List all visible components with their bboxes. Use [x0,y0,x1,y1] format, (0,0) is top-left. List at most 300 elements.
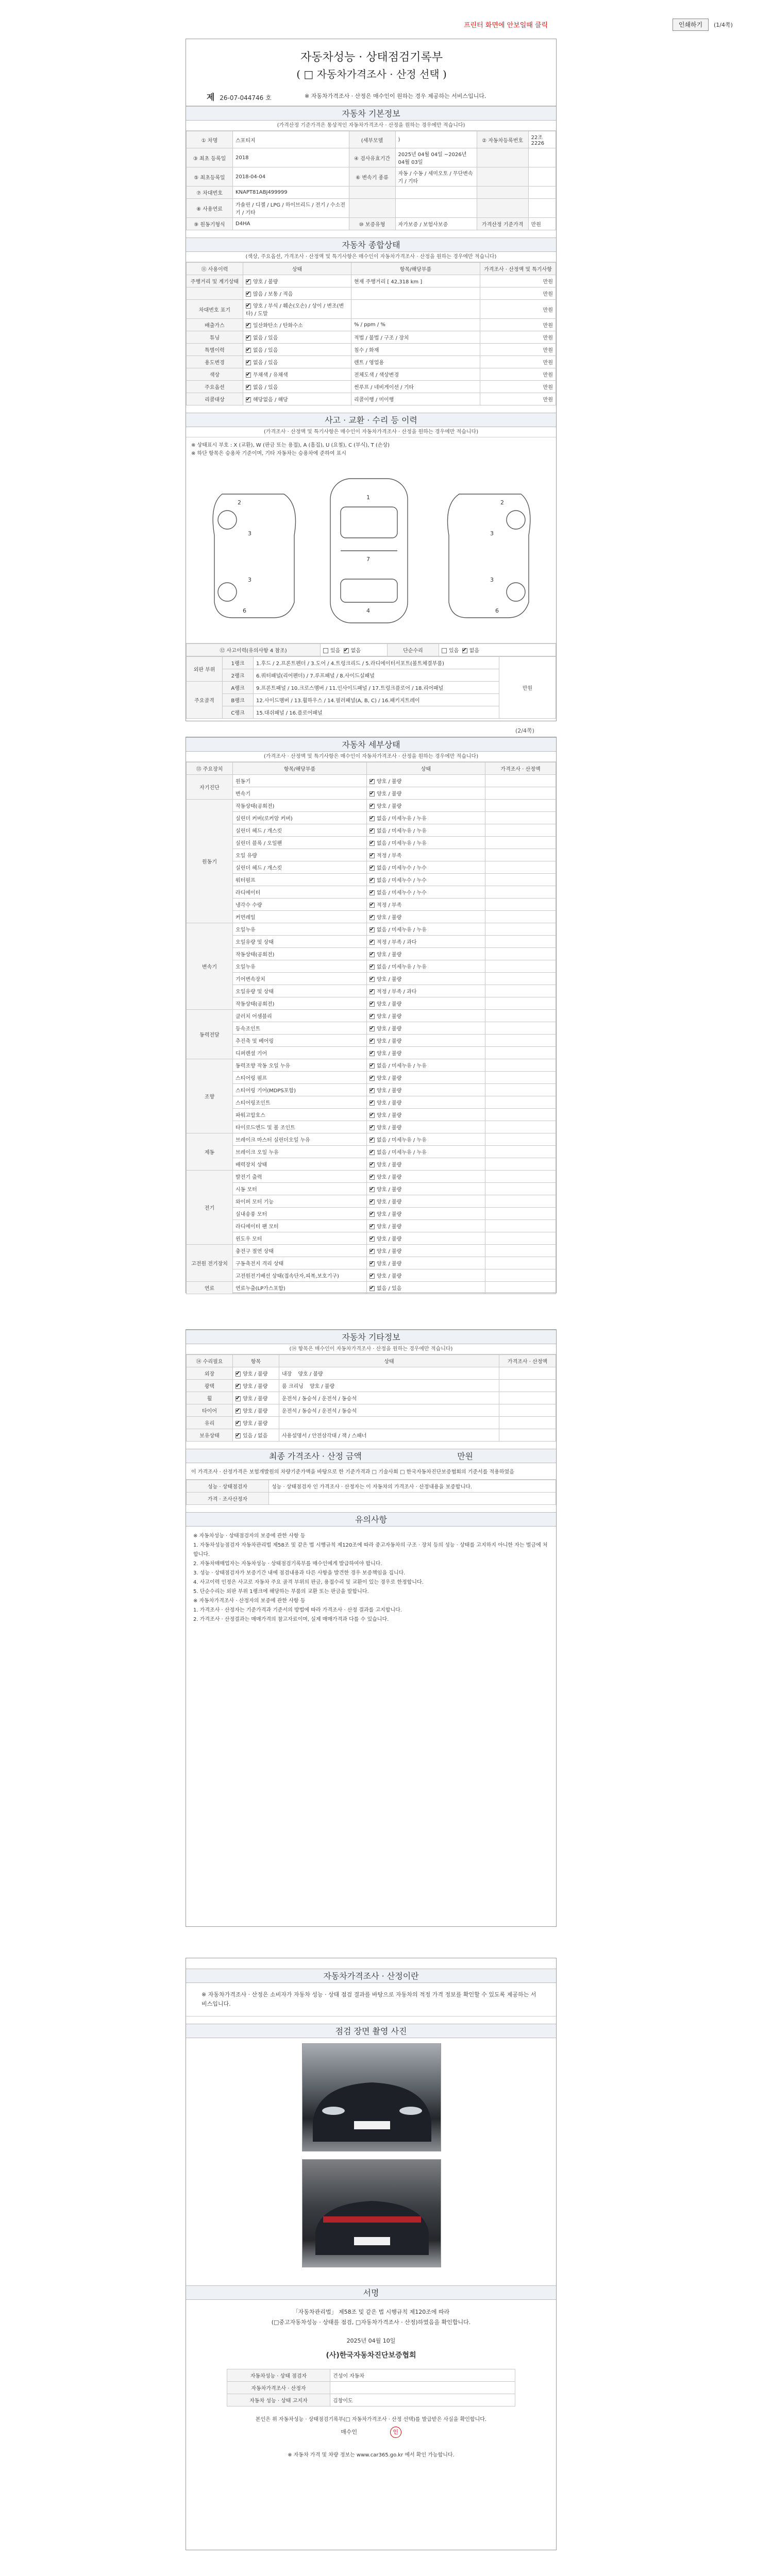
detail-price [485,1232,556,1245]
detail-state-text: 양호 / 불량 [377,1026,402,1032]
basic-key-1: ⑨ 원동기형식 [187,218,233,230]
other-detail-key: 내장 [282,1371,292,1377]
detail-state-text: 양호 / 불량 [377,1113,402,1118]
basic-val-2 [395,187,477,199]
document-title: 자동차성능 · 상태점검기록부 [300,51,443,64]
detail-state [367,1096,485,1109]
detail-price [485,886,556,899]
detail-row [187,1220,556,1232]
detail-price [485,911,556,923]
sign-company: (사)한국자동차진단보증협회 [326,2351,416,2360]
detail-state [367,1257,485,1269]
main-a: A랭크 [223,682,254,694]
price-value [269,1493,556,1505]
summary-head-1: 상태 [243,263,351,275]
detail-item: 등속조인트 [233,1022,367,1035]
sign-value: 김창이도 [330,2394,515,2406]
other-state-text: 있음 / 없음 [243,1433,268,1439]
detail-state-text: 양호 / 불량 [377,1212,402,1217]
other-checkbox[interactable] [236,1371,241,1377]
other-table [186,1354,556,1442]
detail-checkbox[interactable] [369,816,375,821]
detail-checkbox[interactable] [369,1076,375,1081]
summary-price: 만원 [480,368,556,381]
basic-val-1: D4HA [233,218,349,230]
signer-stamp: 인 [390,2427,401,2438]
detail-checkbox[interactable] [369,890,375,895]
svg-text:3: 3 [490,530,494,537]
detail-price [485,849,556,861]
detail-checkbox[interactable] [369,779,375,784]
basic-info-table [186,131,556,230]
detail-state [367,1220,485,1232]
other-detail-value: 양호 / 불량 [298,1371,323,1377]
detail-state-text: 양호 / 불량 [377,804,402,809]
detail-item: 와이퍼 모터 기능 [233,1195,367,1208]
detail-state-text: 없음 / 미세누유 / 누유 [377,816,427,822]
other-state-text: 양호 / 불량 [243,1409,268,1414]
detail-item: 실린더 블록 / 오일팬 [233,837,367,849]
basic-info-title: 자동차 기본정보 [186,106,556,121]
basic-key-2: ⑩ 보증유형 [349,218,395,230]
summary-state-text: 없음 / 있음 [253,348,278,353]
other-checkbox[interactable] [236,1384,241,1389]
summary-key: 차대번호 표기 [187,300,243,319]
detail-group: 제동 [187,1133,233,1171]
detail-row [187,1146,556,1158]
detail-state-text: 없음 / 미세누유 / 누유 [377,1138,427,1143]
detail-group: 전기 [187,1171,233,1245]
diagram-legend-2: ※ 하단 항목은 승용차 기준이며, 기타 자동차는 승용차에 준하여 표시 [191,451,346,456]
detail-item: 동력조향 작동 오일 누유 [233,1059,367,1072]
detail-group: 동력전달 [187,1010,233,1059]
detail-state-text: 양호 / 불량 [377,1088,402,1094]
basic-val-1: KNAPT81ABJ499999 [233,187,349,199]
detail-state-text: 양호 / 불량 [377,1187,402,1193]
other-price [499,1392,556,1404]
basic-key-3: ② 자동차등록번호 [477,131,528,148]
other-detail-key: 사용설명서 / 안전삼각대 / 잭 / 스패너 [282,1433,367,1439]
photo-area [186,2038,556,2275]
detail-checkbox[interactable] [369,940,375,945]
detail-checkbox[interactable] [369,1236,375,1242]
accident-note: (가격조사 · 산정액 및 특기사항은 매수인이 자동차가격조사 · 산정을 원하는 경우에만 적습니다) [186,427,556,437]
summary-checkbox[interactable] [246,372,251,378]
detail-row [187,997,556,1010]
summary-checkbox[interactable] [246,303,251,309]
outer-rank1: 1랭크 [223,657,254,669]
accident-no-checkbox[interactable] [344,648,349,653]
detail-checkbox[interactable] [369,791,375,796]
detail-item: 실내송풍 모터 [233,1208,367,1220]
basic-val-3 [528,167,556,187]
detail-checkbox[interactable] [369,903,375,908]
detail-price [485,1195,556,1208]
basic-key-2 [349,187,395,199]
detail-state-text: 양호 / 불량 [377,1199,402,1205]
detail-state-text: 양호 / 불량 [377,1175,402,1180]
detail-item: 발전기 출력 [233,1171,367,1183]
detail-row [187,1072,556,1084]
basic-key-1: ⑦ 차대번호 [187,187,233,199]
price-key: 가격 · 조사산정자 [187,1493,269,1505]
detail-price [485,1084,556,1096]
detail-state [367,960,485,973]
summary-price: 만원 [480,319,556,331]
svg-text:7: 7 [366,556,370,563]
summary-checkbox[interactable] [246,335,251,341]
detail-checkbox[interactable] [369,1088,375,1093]
other-checkbox[interactable] [236,1433,241,1438]
detail-state-text: 적정 / 부족 / 과다 [377,989,417,995]
detail-checkbox[interactable] [369,1014,375,1019]
svg-text:6: 6 [495,607,499,614]
other-state [233,1429,279,1442]
detail-checkbox[interactable] [369,989,375,994]
detail-state [367,1035,485,1047]
detail-state-text: 양호 / 불량 [377,1125,402,1131]
print-help-link[interactable]: 프린터 화면에 안보일때 클릭 [464,22,548,29]
detail-row [187,1257,556,1269]
detail-checkbox[interactable] [369,853,375,858]
detail-price [485,1010,556,1022]
detail-item: 작동상태(공회전) [233,997,367,1010]
detail-checkbox[interactable] [369,1100,375,1106]
summary-state-text: 많음 / 보통 / 적음 [253,292,293,297]
detail-checkbox[interactable] [369,1261,375,1266]
basic-val-3: 22조2226 [528,131,556,148]
other-head-1: 항목 [233,1355,279,1367]
detail-row [187,886,556,899]
detail-checkbox[interactable] [369,1039,375,1044]
detail-price [485,1146,556,1158]
document-notice: ※ 자동차가격조사 · 산정은 매수인이 원하는 경우 제공하는 서비스입니다. [305,93,486,99]
detail-item: 충전구 절연 상태 [233,1245,367,1257]
basic-row [187,131,556,148]
detail-checkbox[interactable] [369,1002,375,1007]
other-row [187,1429,556,1442]
basic-key-2: (세부모델 [349,131,395,148]
caution-item: 3. 성능 · 상태점검자가 보증기간 내에 점검내용과 다른 사항을 발견한 경우 보증책임을 집니다. [193,1570,406,1576]
detail-item: 타이로드엔드 및 볼 조인트 [233,1121,367,1133]
detail-item: 브레이크 오일 누유 [233,1146,367,1158]
detail-checkbox[interactable] [369,1175,375,1180]
detail-checkbox[interactable] [369,866,375,871]
detail-state [367,997,485,1010]
other-checkbox[interactable] [236,1421,241,1426]
detail-state [367,1232,485,1245]
detail-group: 자기진단 [187,775,233,800]
detail-row [187,1183,556,1195]
other-state [233,1380,279,1392]
detail-item: 연료누출(LP가스포함) [233,1282,367,1294]
detail-state-text: 없음 / 미세누수 / 누수 [377,890,427,896]
summary-title: 자동차 종합상태 [186,238,556,252]
detail-checkbox[interactable] [369,1150,375,1155]
other-row [187,1367,556,1380]
detail-row [187,1047,556,1059]
detail-row [187,787,556,800]
svg-text:2: 2 [238,499,241,506]
detail-group: 변속기 [187,923,233,1010]
detail-row [187,849,556,861]
sign-row [227,2394,515,2406]
detail-checkbox[interactable] [369,1026,375,1031]
detail-checkbox[interactable] [369,841,375,846]
detail-state [367,1133,485,1146]
detail-item: 디퍼렌셜 기어 [233,1047,367,1059]
detail-row [187,800,556,812]
basic-key-1: ① 차명 [187,131,233,148]
basic-key-2: ④ 검사유효기간 [349,148,395,167]
other-detail [279,1417,499,1429]
detail-checkbox[interactable] [369,1212,375,1217]
svg-text:6: 6 [243,607,246,614]
detail-checkbox[interactable] [369,1138,375,1143]
detail-checkbox[interactable] [369,1199,375,1205]
basic-key-1: ⑤ 최초등록일 [187,167,233,187]
detail-price [485,899,556,911]
final-price-title-text: 최종 가격조사 · 산정 금액 [268,1451,362,1461]
car-diagram [186,437,556,643]
summary-checkbox[interactable] [246,348,251,353]
detail-checkbox[interactable] [369,1051,375,1056]
accident-yes-checkbox[interactable] [323,648,328,653]
detail-checkbox[interactable] [369,878,375,883]
detail-state-text: 양호 / 불량 [377,1162,402,1168]
detail-row [187,775,556,787]
basic-val-3 [528,199,556,218]
rear-window-shape [341,579,397,602]
car-side-right [448,494,530,618]
simple-no-checkbox[interactable] [462,648,467,653]
document-header [186,39,556,106]
other-checkbox[interactable] [236,1409,241,1414]
detail-checkbox[interactable] [369,828,375,834]
detail-state [367,775,485,787]
detail-item: 라디에이터 팬 모터 [233,1220,367,1232]
detail-item: 원동기 [233,775,367,787]
detail-state-text: 없음 / 미세누유 / 누유 [377,841,427,846]
detail-state [367,1109,485,1121]
detail-state [367,787,485,800]
detail-checkbox[interactable] [369,1162,375,1167]
detail-item: 시동 모터 [233,1183,367,1195]
other-price [499,1429,556,1442]
other-detail-key: 운전석 / 동승석 / 운전석 / 동승석 [282,1409,357,1414]
detail-state [367,1022,485,1035]
summary-checkbox[interactable] [246,385,251,390]
detail-checkbox[interactable] [369,1224,375,1229]
other-state-text: 양호 / 불량 [243,1396,268,1402]
summary-state [243,393,351,405]
detail-price [485,1035,556,1047]
page-2 [186,737,557,1293]
detail-group: 고전원 전기장치 [187,1245,233,1282]
basic-val-3 [528,187,556,199]
final-price-table [186,1480,556,1505]
detail-price [485,775,556,787]
summary-head-0: ⑪ 사용이력 [187,263,243,275]
detail-item: 구동축전지 격리 상태 [233,1257,367,1269]
footer-note: ※ 자동차 가격 및 차량 정보는 www.car365.go.kr 에서 확인 가능합니다. [288,2452,455,2458]
summary-checkbox[interactable] [246,397,251,402]
sign-table [227,2369,515,2406]
detail-checkbox[interactable] [369,977,375,982]
other-state [233,1367,279,1380]
basic-val-3: 만원 [528,218,556,230]
other-row [187,1404,556,1417]
basic-val-2: 2025년 04월 04일 ~2026년 04월 03일 [395,148,477,167]
detail-checkbox[interactable] [369,1286,375,1291]
detail-state [367,1245,485,1257]
summary-checkbox[interactable] [246,292,251,297]
price-row [187,1480,556,1493]
basic-row [187,199,556,218]
accident-yes-label: 있음 [330,648,341,654]
detail-state-text: 양호 / 불량 [377,952,402,958]
summary-state-text: 양호 / 불량 [253,279,278,285]
detail-state [367,1047,485,1059]
detail-item: 스티어링 기어(MDPS포함) [233,1084,367,1096]
simple-yes-checkbox[interactable] [442,648,447,653]
other-price [499,1417,556,1429]
detail-row [187,1059,556,1072]
detail-row [187,960,556,973]
document-number-label: 제 [207,92,215,102]
detail-checkbox[interactable] [369,1063,375,1069]
detail-price [485,1269,556,1282]
detail-table [186,762,556,1294]
basic-val-1: 가솔린 / 디젤 / LPG / 하이브리드 / 전기 / 수소전기 / 기타 [233,199,349,218]
detail-checkbox[interactable] [369,964,375,970]
detail-row [187,985,556,997]
detail-checkbox[interactable] [369,1125,375,1130]
detail-price [485,1282,556,1294]
summary-item: 적법 / 불법 / 구조 / 장치 [351,331,480,344]
summary-checkbox[interactable] [246,323,251,328]
final-price-title [186,1449,556,1463]
caution-item: 5. 단순수리는 외판 부위 1랭크에 해당하는 부품의 교환 또는 판금을 말합니다. [193,1589,369,1595]
detail-state-text: 없음 / 미세누유 / 누유 [377,1150,427,1156]
sign-key: 자동차성능 · 상태 점검자 [227,2369,330,2382]
car-outline-svg [186,458,557,643]
basic-row [187,187,556,199]
sign-row [227,2382,515,2394]
other-price [499,1380,556,1392]
summary-item: 썬루프 / 네비게이션 / 기타 [351,381,480,393]
summary-price: 만원 [480,356,556,368]
other-detail [279,1380,499,1392]
detail-price [485,1220,556,1232]
detail-row [187,812,556,824]
caution-title: 유의사항 [186,1512,556,1527]
detail-checkbox[interactable] [369,952,375,957]
detail-state-text: 적정 / 부족 / 과다 [377,940,417,945]
sign-footer: 본인은 위 자동차성능 · 상태점검기록부(□ 자동차가격조사 · 산정 선택)를 발급받은 사실을 확인합니다. [255,2417,487,2422]
sign-title: 서명 [186,2285,556,2300]
detail-checkbox[interactable] [369,804,375,809]
summary-item: 현재 주행거리 [ 42,318 km ] [351,275,480,287]
detail-state [367,849,485,861]
detail-item: 라디에이터 [233,886,367,899]
detail-head-1: 항목/해당부품 [233,762,367,775]
basic-row [187,167,556,187]
summary-state-text: 일산화탄소 / 탄화수소 [253,323,303,329]
detail-row [187,1121,556,1133]
summary-key: 용도변경 [187,356,243,368]
detail-price [485,861,556,874]
other-key: 타이어 [187,1404,233,1417]
summary-state-text: 무채색 / 유채색 [253,372,288,378]
detail-checkbox[interactable] [369,1274,375,1279]
other-detail-value: 양호 / 불량 [309,1384,335,1389]
summary-state [243,300,351,319]
accident-row-label: ⑫ 사고이력(유의사항 4 참조) [187,644,321,656]
detail-price [485,985,556,997]
detail-state-text: 양호 / 불량 [377,1039,402,1044]
other-key: 외장 [187,1367,233,1380]
detail-price [485,1245,556,1257]
detail-checkbox[interactable] [369,1187,375,1192]
info-text: ※ 자동차가격조사 · 산정은 소비자가 자동차 성능 · 상태 점검 결과를 바탕으로 자동차의 적정 가격 정보를 확인할 수 있도록 제공하는 서비스입니다. [186,1983,556,2016]
summary-checkbox[interactable] [246,279,251,284]
detail-state [367,837,485,849]
detail-item: 윈도우 모터 [233,1232,367,1245]
detail-checkbox[interactable] [369,927,375,933]
detail-checkbox[interactable] [369,915,375,920]
detail-row [187,1171,556,1183]
detail-item: 실린더 헤드 / 개스킷 [233,824,367,837]
detail-checkbox[interactable] [369,1113,375,1118]
main-c: C랭크 [223,706,254,719]
summary-price: 만원 [480,300,556,319]
caution-list [186,1527,556,1630]
detail-item: 오일유량 및 상태 [233,936,367,948]
detail-item: 커먼레일 [233,911,367,923]
detail-title: 자동차 세부상태 [186,737,556,752]
summary-table [186,262,556,405]
detail-price [485,1257,556,1269]
diagram-legend-1: ※ 상태표시 부호 : X (교환), W (판금 또는 용접), A (흠집), U (요철), C (부식), T (손상) [191,443,390,448]
other-key: 광택 [187,1380,233,1392]
summary-key: 리콜대상 [187,393,243,405]
outer-items1: 1.후드 / 2.프론트펜더 / 3.도어 / 4.트렁크리드 / 5.라디에이터서포트(볼트체결부품) [254,657,499,669]
detail-row [187,1084,556,1096]
front-car-svg [303,2044,441,2151]
final-price-notice: 이 가격조사 · 산정가격은 보험개발원의 차량기준가액을 바탕으로 한 기준가격과 □ 기술사회 □ 한국자동차진단보증협회의 기준서를 적용하였음 [186,1463,556,1480]
summary-state [243,319,351,331]
summary-state-text: 양호 / 부식 / 훼손(오손) / 상이 / 변조(변타) / 도말 [246,303,344,317]
other-detail [279,1367,499,1380]
detail-row [187,911,556,923]
caution-item: 2. 자동차매매업자는 자동차성능 · 상태점검기록부를 매수인에게 발급하여야 합니다. [193,1561,382,1567]
other-head-3: 가격조사 · 산정액 [499,1355,556,1367]
summary-checkbox[interactable] [246,360,251,365]
other-checkbox[interactable] [236,1396,241,1401]
detail-state-text: 양호 / 불량 [377,791,402,797]
detail-row [187,1133,556,1146]
detail-item: 변속기 [233,787,367,800]
detail-state-text: 양호 / 불량 [377,1014,402,1020]
summary-key: 배출가스 [187,319,243,331]
windshield-shape [341,507,397,538]
detail-state-text: 양호 / 불량 [377,1274,402,1279]
basic-row [187,218,556,230]
detail-state-text: 없음 / 미세누유 / 누유 [377,1063,427,1069]
detail-checkbox[interactable] [369,1249,375,1254]
print-button[interactable]: 인쇄하기 [673,19,709,31]
